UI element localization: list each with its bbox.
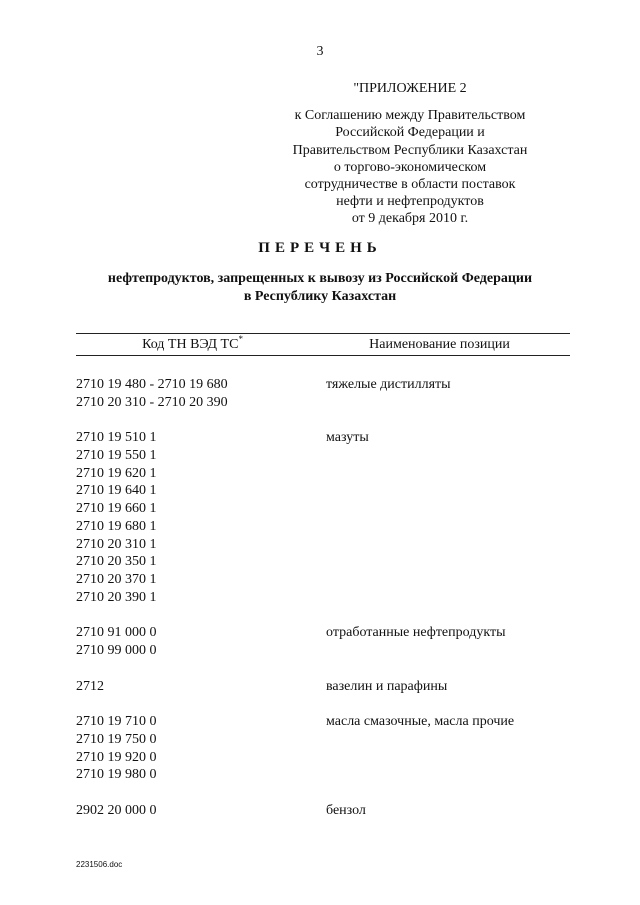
code-cell: 2710 19 920 0 [76,749,157,765]
appendix-line: нефти и нефтепродуктов [336,194,484,210]
page-number: 3 [316,44,324,59]
code-list [76,802,326,820]
appendix-heading: "ПРИЛОЖЕНИЕ 2 [353,81,467,96]
code-cell: 2710 20 390 1 [76,589,157,605]
name-cell: тяжелые дистилляты [326,377,451,392]
code-cell: 2710 19 620 1 [76,465,157,481]
code-cell: 2710 19 510 1 [76,430,157,446]
code-cell: 2710 20 310 - 2710 20 390 [76,394,228,410]
appendix-block [290,80,530,228]
table-row [76,429,570,606]
product-table [76,333,570,838]
table-row [76,802,570,820]
table-header [76,334,570,355]
table-body [76,356,570,820]
document-title: ПЕРЕЧЕНЬ [258,240,382,256]
table-row [76,376,570,411]
table-top-rule [76,333,570,334]
code-cell: 2710 91 000 0 [76,625,157,641]
header-code-label: Код ТН ВЭД ТС [142,337,239,352]
subtitle-line: нефтепродуктов, запрещенных к вывозу из Российской Федерации [107,271,533,286]
document-subtitle [0,270,640,306]
footer-filename: 2231506.doc [76,860,123,869]
code-list [76,376,326,411]
code-cell: 2710 19 750 0 [76,732,157,748]
appendix-line: к Соглашению между Правительством [294,108,526,124]
code-cell: 2710 20 350 1 [76,554,157,570]
code-cell: 2712 [76,678,104,694]
code-list [76,713,326,784]
code-list [76,624,326,659]
name-cell: масла смазочные, масла прочие [326,714,515,730]
code-cell: 2710 20 310 1 [76,536,157,552]
code-cell: 2710 19 980 0 [76,767,157,783]
name-cell: бензол [326,803,366,819]
name-cell: отработанные нефтепродукты [326,625,506,641]
appendix-line: Российской Федерации и [335,125,485,141]
header-code [76,334,309,352]
code-cell: 2710 20 370 1 [76,571,157,587]
code-cell: 2710 19 640 1 [76,483,157,499]
code-list [76,678,326,696]
code-cell: 2710 19 680 1 [76,518,157,534]
code-cell: 2710 99 000 0 [76,642,157,658]
subtitle-line: в Республику Казахстан [243,289,397,304]
appendix-line: о торгово-экономическом [333,159,487,175]
code-cell: 2710 19 480 - 2710 19 680 [76,377,228,392]
table-row [76,678,570,696]
appendix-line: сотрудничестве в области поставок [304,177,516,193]
code-cell: 2710 19 550 1 [76,448,157,464]
name-cell: вазелин и парафины [326,678,448,694]
code-cell: 2710 19 660 1 [76,501,157,517]
title-block [0,240,640,306]
table-row [76,713,570,784]
code-list [76,429,326,606]
header-name: Наименование позиции [369,337,510,352]
table-row [76,624,570,659]
footnote-mark: * [238,334,243,344]
appendix-line: Правительством Республики Казахстан [292,142,528,158]
code-cell: 2902 20 000 0 [76,803,157,819]
appendix-line: от 9 декабря 2010 г. [351,211,469,227]
code-cell: 2710 19 710 0 [76,714,157,730]
name-cell: мазуты [326,430,369,446]
